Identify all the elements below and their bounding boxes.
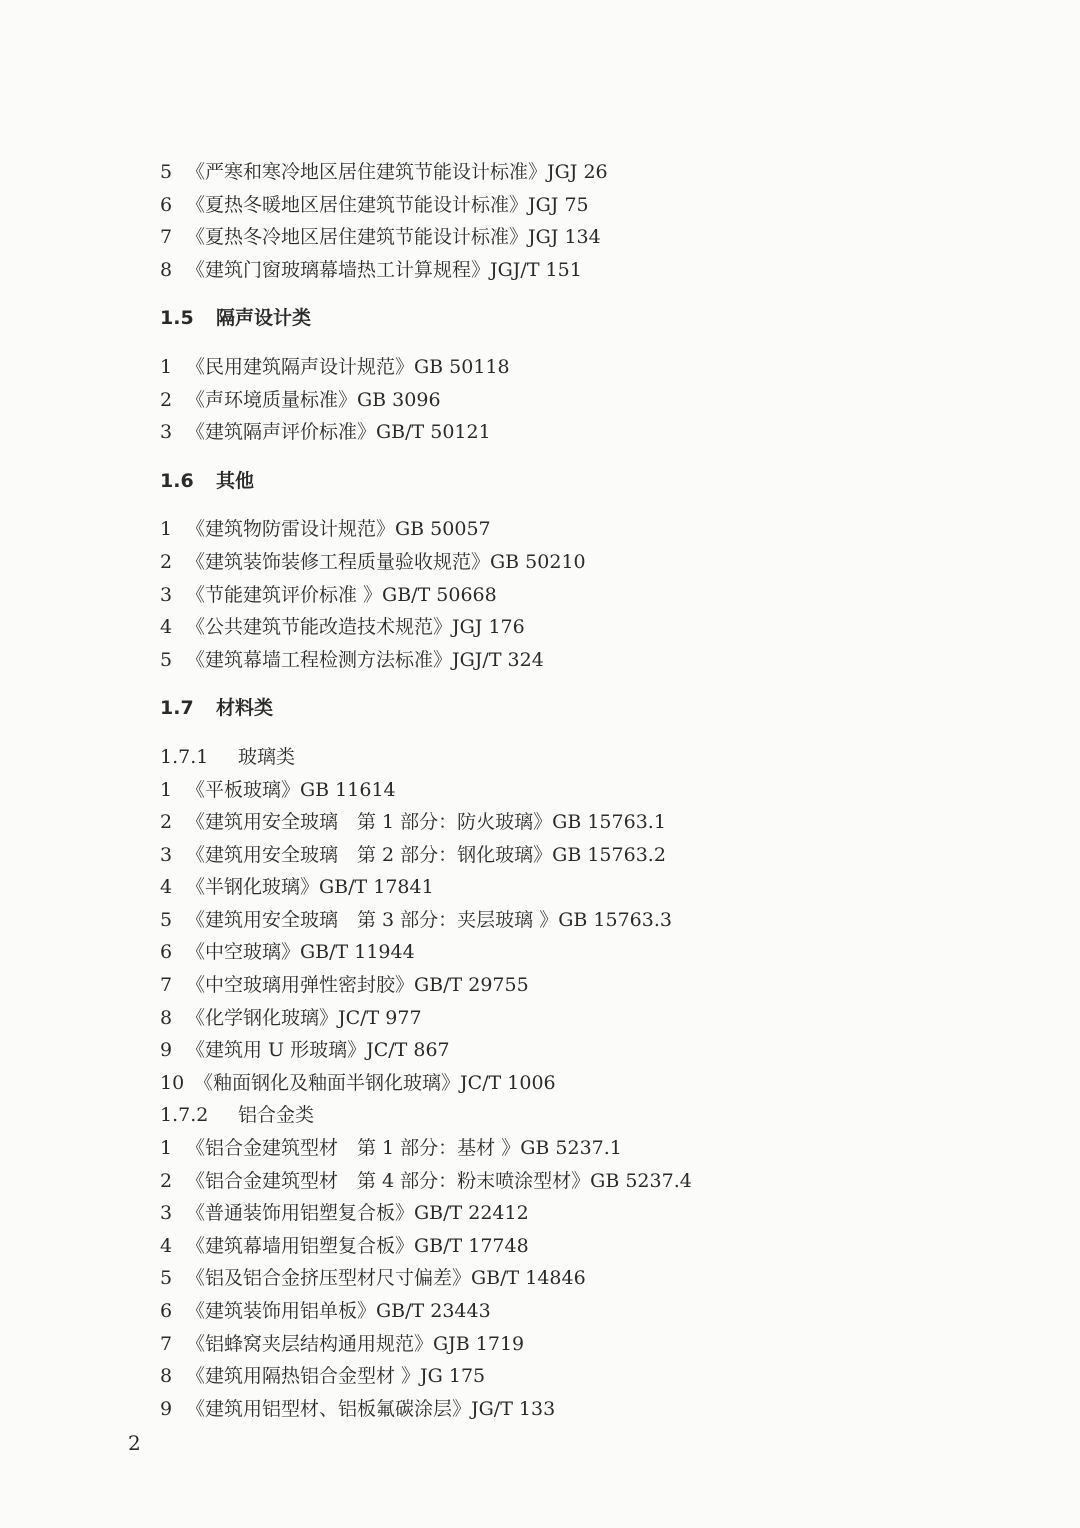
list-item: 9 《建筑用 U 形玻璃》JC/T 867 xyxy=(160,1039,450,1062)
list-item: 8 《建筑门窗玻璃幕墙热工计算规程》JGJ/T 151 xyxy=(160,258,582,281)
list-group-aluminum xyxy=(160,1132,1020,1425)
list-item: 7 《铝蜂窝夹层结构通用规范》GJB 1719 xyxy=(160,1332,525,1355)
list-item: 7 《中空玻璃用弹性密封胶》GB/T 29755 xyxy=(160,974,529,997)
list-item: 3 《建筑隔声评价标准》GB/T 50121 xyxy=(160,421,491,444)
subsection-heading-1-7-1: 1.7.1 玻璃类 xyxy=(160,745,296,768)
list-item: 5 《铝及铝合金挤压型材尺寸偏差》GB/T 14846 xyxy=(160,1267,586,1290)
subsection-heading-1-7-2: 1.7.2 铝合金类 xyxy=(160,1104,315,1127)
page-number: 2 xyxy=(128,1431,141,1455)
list-item: 1 《铝合金建筑型材 第 1 部分：基材 》GB 5237.1 xyxy=(160,1137,622,1160)
list-group-glass xyxy=(160,774,1020,1100)
list-item: 2 《建筑装饰装修工程质量验收规范》GB 50210 xyxy=(160,550,586,573)
list-item: 2 《铝合金建筑型材 第 4 部分：粉末喷涂型材》GB 5237.4 xyxy=(160,1169,692,1192)
list-group-energy xyxy=(160,156,1020,286)
list-item: 3 《节能建筑评价标准 》GB/T 50668 xyxy=(160,583,497,606)
list-item: 10 《釉面钢化及釉面半钢化玻璃》JC/T 1006 xyxy=(160,1071,556,1094)
list-item: 1 《民用建筑隔声设计规范》GB 50118 xyxy=(160,355,510,378)
list-item: 3 《建筑用安全玻璃 第 2 部分：钢化玻璃》GB 15763.2 xyxy=(160,843,666,866)
list-item: 6 《夏热冬暖地区居住建筑节能设计标准》JGJ 75 xyxy=(160,193,589,216)
list-item: 5 《建筑用安全玻璃 第 3 部分：夹层玻璃 》GB 15763.3 xyxy=(160,908,672,931)
list-item: 1 《建筑物防雷设计规范》GB 50057 xyxy=(160,518,491,541)
section-heading-1-7: 1.7 材料类 xyxy=(160,697,274,720)
list-item: 6 《建筑装饰用铝单板》GB/T 23443 xyxy=(160,1300,491,1322)
list-item: 6 《中空玻璃》GB/T 11944 xyxy=(160,941,415,964)
list-item: 8 《建筑用隔热铝合金型材 》JG 175 xyxy=(160,1365,486,1388)
list-item: 3 《普通装饰用铝塑复合板》GB/T 22412 xyxy=(160,1202,529,1225)
list-item: 2 《声环境质量标准》GB 3096 xyxy=(160,388,441,411)
list-item: 5 《严寒和寒冷地区居住建筑节能设计标准》JGJ 26 xyxy=(160,161,608,183)
list-item: 8 《化学钢化玻璃》JC/T 977 xyxy=(160,1006,422,1029)
list-group-other xyxy=(160,513,1020,676)
list-item: 5 《建筑幕墙工程检测方法标准》JGJ/T 324 xyxy=(160,648,544,671)
list-group-acoustic xyxy=(160,351,1020,449)
standards-list xyxy=(160,156,1020,1425)
list-item: 1 《平板玻璃》GB 11614 xyxy=(160,778,396,801)
list-item: 2 《建筑用安全玻璃 第 1 部分：防火玻璃》GB 15763.1 xyxy=(160,811,666,834)
list-item: 4 《半钢化玻璃》GB/T 17841 xyxy=(160,876,434,899)
list-item: 4 《公共建筑节能改造技术规范》JGJ 176 xyxy=(160,616,525,639)
section-heading-1-6: 1.6 其他 xyxy=(160,469,255,492)
list-item: 9 《建筑用铝型材、铝板氟碳涂层》JG/T 133 xyxy=(160,1397,556,1420)
list-item: 7 《夏热冬冷地区居住建筑节能设计标准》JGJ 134 xyxy=(160,226,601,249)
list-item: 4 《建筑幕墙用铝塑复合板》GB/T 17748 xyxy=(160,1234,529,1257)
section-heading-1-5: 1.5 隔声设计类 xyxy=(160,307,312,330)
